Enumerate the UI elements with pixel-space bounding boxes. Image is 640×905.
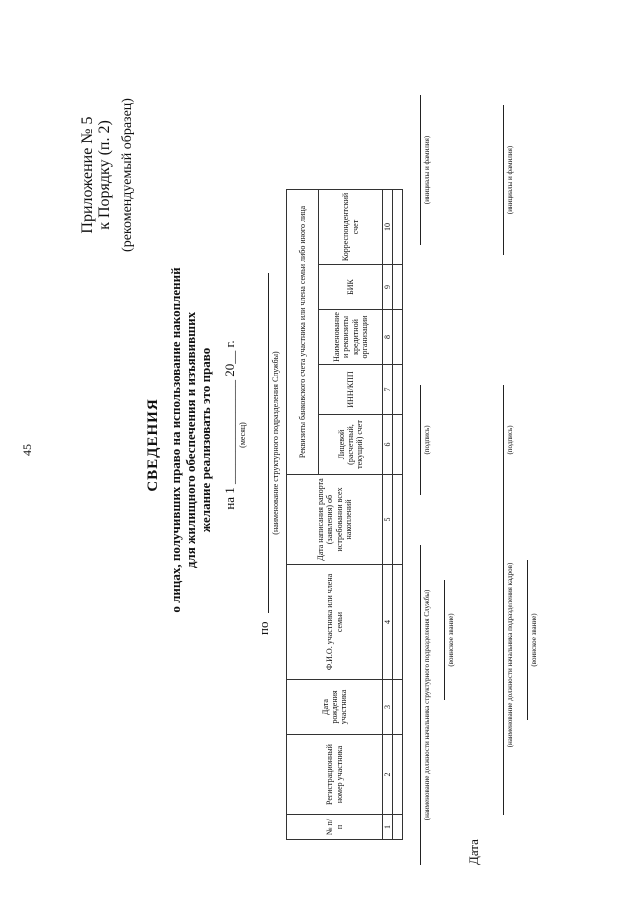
column-number: 10	[383, 190, 393, 265]
report-date-line: на 1 ________________ 20__ г.	[222, 340, 237, 510]
column-number: 9	[383, 265, 393, 310]
header-bank-details-group: Реквизиты банковского счета участника или члена семьи либо иного лица	[287, 190, 319, 475]
empty-cell	[393, 735, 403, 815]
po-caption: (наименование структурного подразделения Службы)	[271, 351, 280, 535]
head-position-caption: (наименование должности начальника структурного подразделения Службы)	[423, 589, 431, 821]
date-label: Дата	[466, 839, 481, 865]
subtitle-line-3: желание реализовать это право	[198, 347, 213, 533]
signature-line	[420, 545, 421, 865]
column-number: 8	[383, 310, 393, 365]
rank-caption: (воинское звание)	[530, 613, 538, 667]
column-number: 3	[383, 680, 393, 735]
empty-cell	[393, 415, 403, 475]
signature-line	[503, 385, 504, 495]
empty-cell	[393, 365, 403, 415]
empty-cell	[393, 815, 403, 840]
appendix-ref: к Порядку (п. 2)	[95, 120, 113, 230]
header-birth-date: Дата рождения участника	[287, 680, 383, 735]
header-report-date: Дата написания рапорта (заявления) об истребовании всех накоплений	[287, 475, 383, 565]
month-caption: (месяц)	[238, 422, 247, 448]
header-corr-account: Корреспондентский счет	[319, 190, 383, 265]
header-num: № п/п	[287, 815, 383, 840]
header-reg-number: Регистрационный номер участника	[287, 735, 383, 815]
document-subtitle	[168, 180, 213, 700]
header-bank-name: Наименование и реквизиты кредитной организации	[319, 310, 383, 365]
rank-caption: (воинское звание)	[447, 613, 455, 667]
appendix-line: Приложение № 5	[79, 116, 96, 234]
document-title: СВЕДЕНИЯ	[145, 398, 161, 492]
header-account: Лицевой (расчетный, текущий) счет	[319, 415, 383, 475]
po-underline	[268, 273, 269, 613]
column-number: 5	[383, 475, 393, 565]
signature-caption: (подпись)	[423, 425, 431, 455]
column-number: 1	[383, 815, 393, 840]
rank-line	[444, 580, 445, 700]
empty-cell	[393, 265, 403, 310]
column-number: 4	[383, 565, 393, 680]
rank-line	[527, 560, 528, 720]
page-number: 45	[20, 444, 34, 456]
subtitle-line-1: о лицах, получивших право на использование накоплений	[168, 267, 183, 613]
empty-cell	[393, 310, 403, 365]
appendix-header	[80, 75, 114, 275]
signature-caption: (подпись)	[506, 425, 514, 455]
subtitle-line-2: для жилищного обеспечения и изъявивших	[183, 311, 198, 569]
empty-cell	[393, 680, 403, 735]
initials-line	[420, 95, 421, 245]
signature-line	[503, 495, 504, 815]
initials-line	[503, 105, 504, 255]
column-number: 7	[383, 365, 393, 415]
empty-cell	[393, 475, 403, 565]
header-bik: БИК	[319, 265, 383, 310]
hr-position-caption: (наименование должности начальника подразделения кадров)	[506, 562, 514, 748]
data-table	[286, 189, 403, 840]
initials-caption: (инициалы и фамилия)	[423, 135, 431, 205]
header-fio: Ф.И.О. участника или члена семьи	[287, 565, 383, 680]
signature-line	[420, 385, 421, 495]
column-number: 2	[383, 735, 393, 815]
initials-caption: (инициалы и фамилия)	[506, 145, 514, 215]
header-inn-kpp: ИНН/КПП	[319, 365, 383, 415]
po-label: по	[256, 621, 271, 635]
sample-note: (рекомендуемый образец)	[120, 98, 135, 252]
empty-cell	[393, 190, 403, 265]
column-number: 6	[383, 415, 393, 475]
empty-cell	[393, 565, 403, 680]
